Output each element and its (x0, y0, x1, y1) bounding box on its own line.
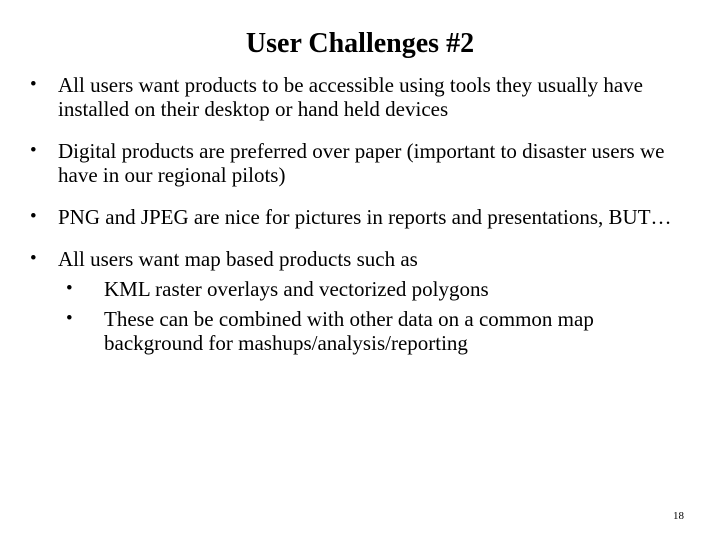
sub-bullet-item (66, 277, 690, 301)
page-number: 18 (673, 510, 684, 522)
bullet-text: Digital products are preferred over paper (important to disaster users we have in our regional pilots) (58, 139, 665, 187)
sub-bullet-icon: • (66, 278, 73, 299)
bullet-icon: • (30, 206, 37, 227)
bullet-item (30, 73, 690, 121)
sub-bullet-text: KML raster overlays and vectorized polygons (104, 277, 489, 301)
bullet-text: All users want map based products such as (58, 247, 418, 271)
bullet-text: PNG and JPEG are nice for pictures in reports and presentations, BUT… (58, 205, 672, 229)
sub-bullet-text: These can be combined with other data on a common map background for mashups/analysis/reporting (104, 307, 594, 355)
bullet-list (30, 73, 690, 373)
sub-bullet-icon: • (66, 308, 73, 329)
sub-bullet-item (66, 307, 690, 355)
bullet-text: All users want products to be accessible using tools they usually have installed on their desktop or hand held devices (58, 73, 643, 121)
bullet-icon: • (30, 74, 37, 95)
bullet-item (30, 139, 690, 187)
sub-bullet-list (58, 277, 690, 355)
bullet-item (30, 205, 690, 229)
slide-title: User Challenges #2 (245, 28, 475, 59)
bullet-icon: • (30, 140, 37, 161)
bullet-item (30, 247, 690, 355)
bullet-icon: • (30, 248, 37, 269)
